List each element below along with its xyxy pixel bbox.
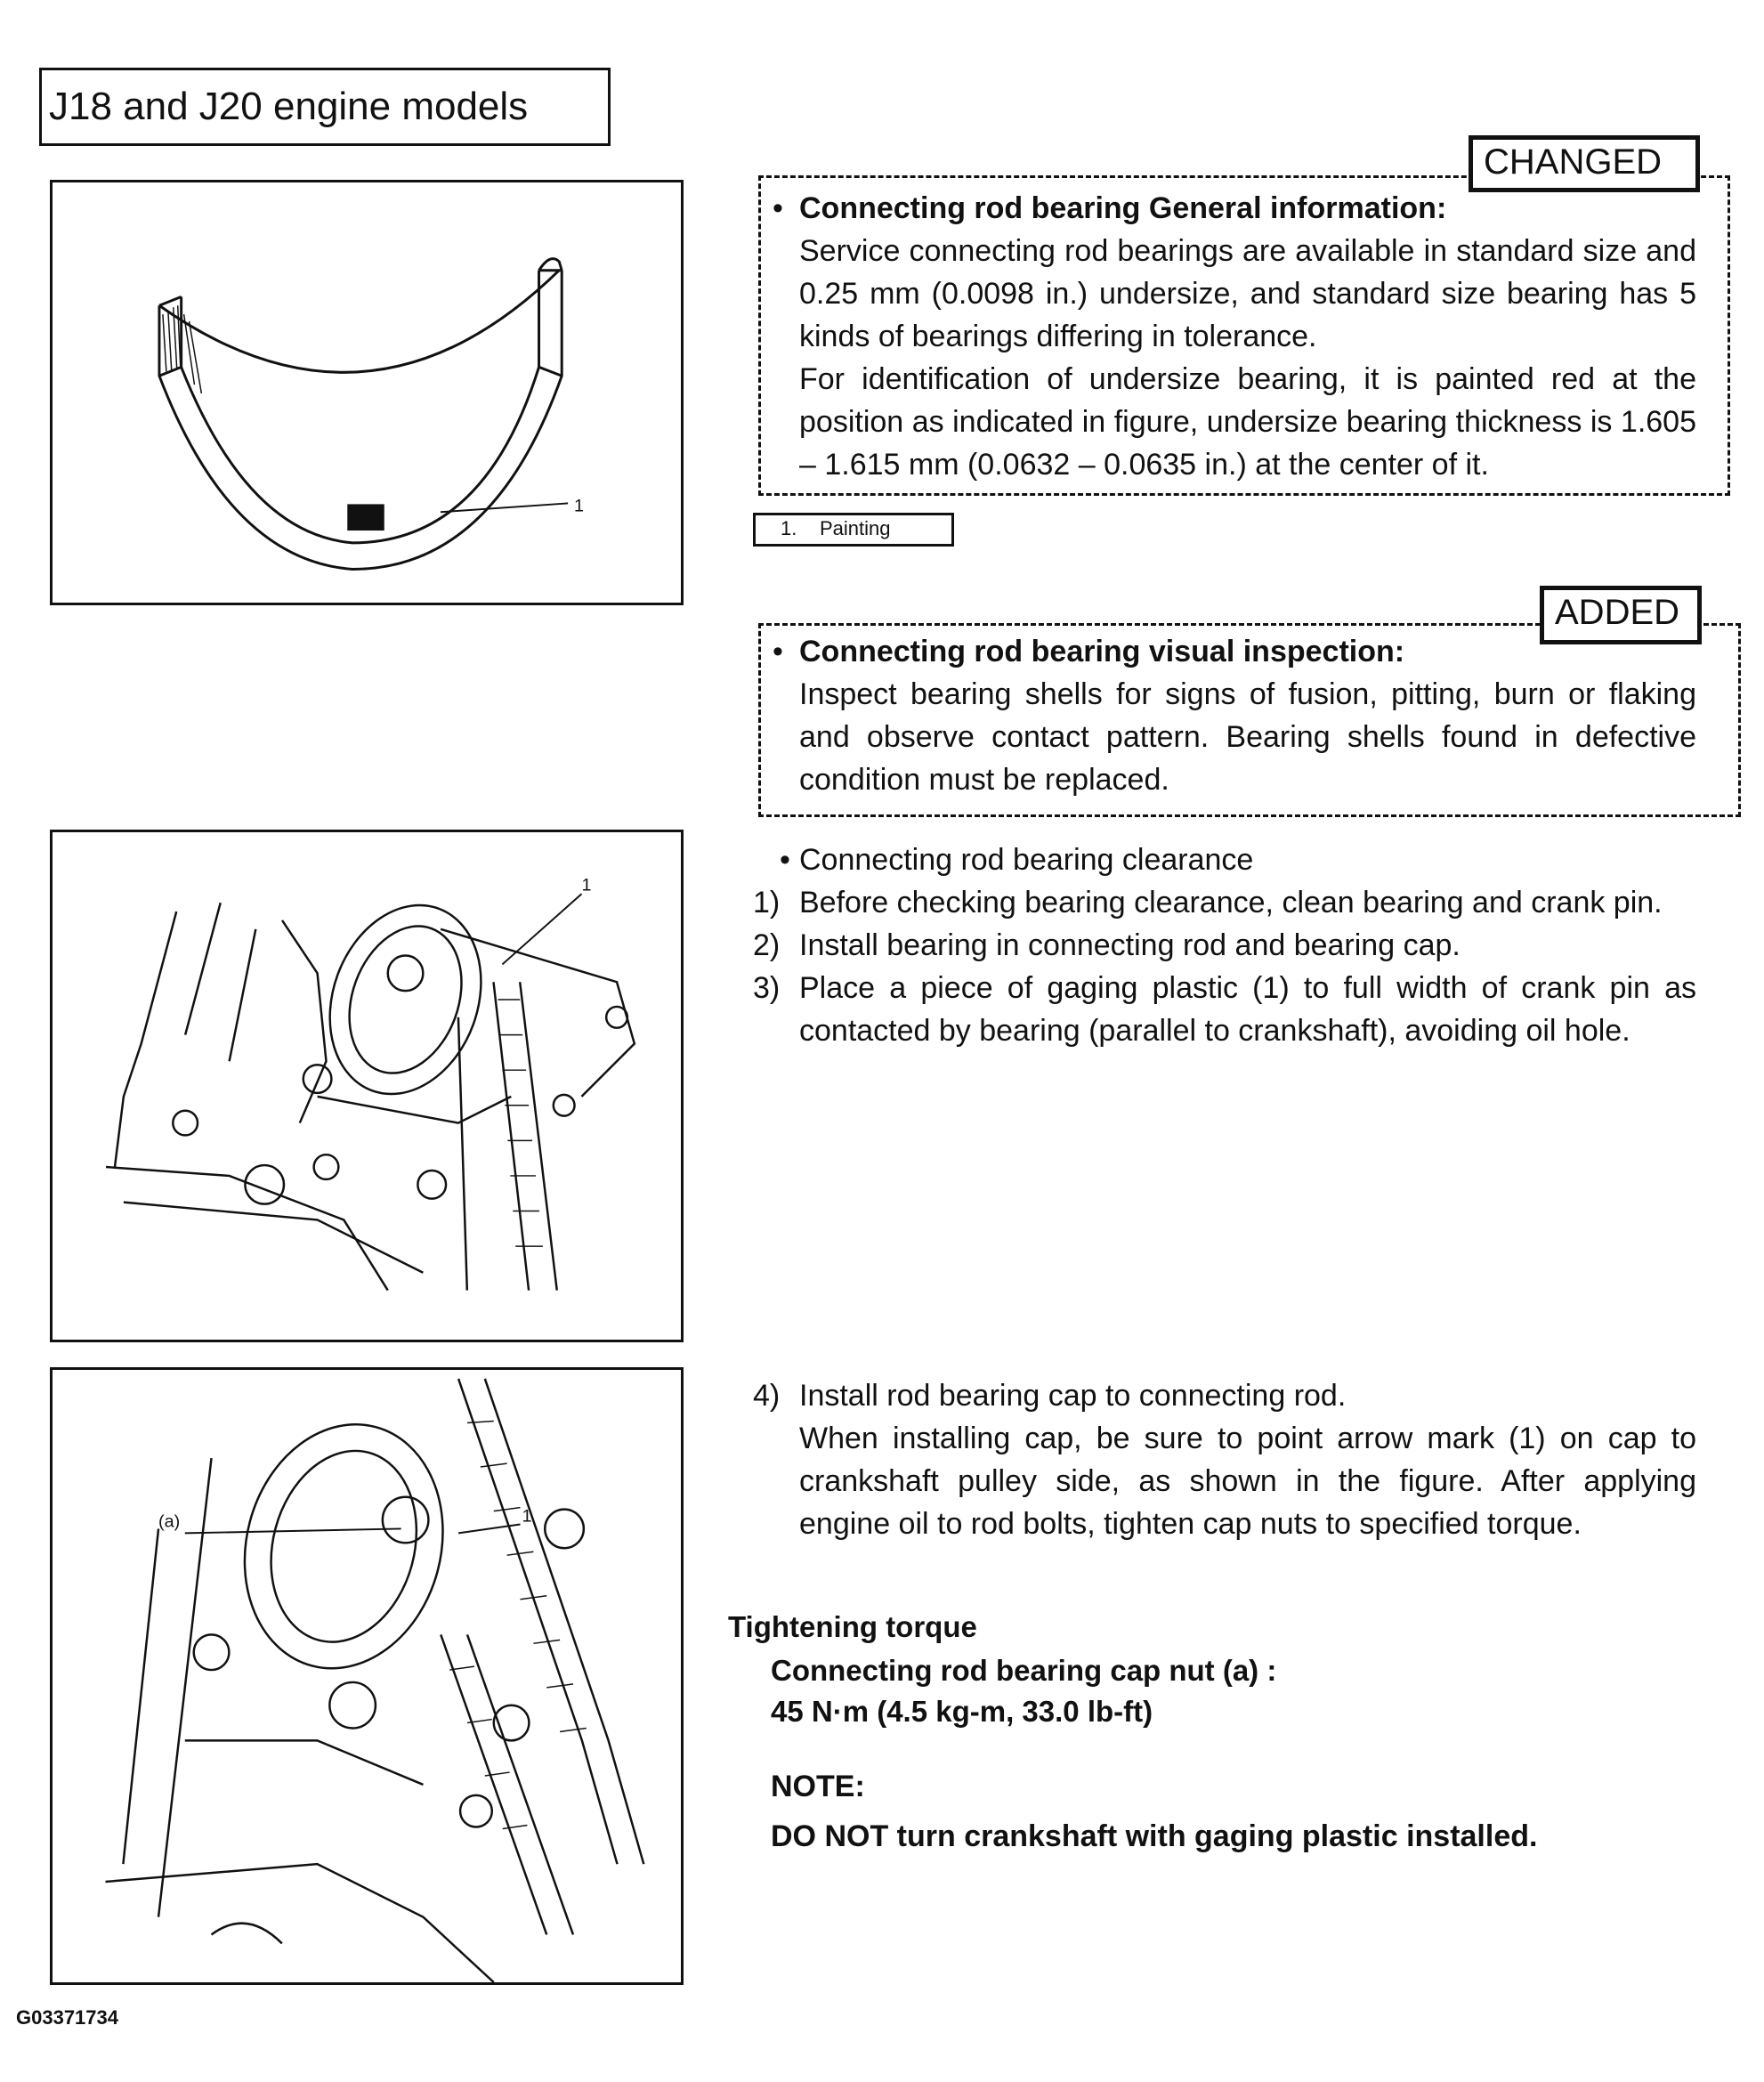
bearing-cap-illustration [53, 1370, 681, 1982]
note-heading: NOTE: [771, 1770, 865, 1803]
added-tag: ADDED [1540, 586, 1702, 644]
clearance-step [753, 924, 1696, 967]
bullet-icon: • [773, 635, 783, 668]
page-title: J18 and J20 engine models [39, 68, 611, 146]
figure-legend [753, 513, 954, 547]
clearance-step [753, 881, 1696, 924]
step-4-section [753, 1374, 1696, 1545]
clearance-section [753, 838, 1696, 1052]
callout-1: 1 [522, 1506, 532, 1527]
legend-label: Painting [820, 517, 891, 539]
crank-pin-illustration [53, 832, 681, 1340]
note-text: DO NOT turn crankshaft with gaging plastic installed. [771, 1819, 1538, 1853]
visual-inspection-section [773, 630, 1696, 801]
bearing-shell-figure [50, 180, 684, 605]
step-4-detail: When installing cap, be sure to point arrow mark (1) on cap to crankshaft pulley side, as shown in the figure. After applying engine oil to rod bolts, tighten cap nuts to specified torque. [799, 1422, 1696, 1541]
step-4-text: Install rod bearing cap to connecting rod. [799, 1379, 1347, 1413]
bullet-icon: • [780, 843, 790, 877]
bearing-shell-illustration [53, 182, 681, 603]
figure-code: G03371734 [16, 2006, 118, 2029]
step-text: Before checking bearing clearance, clean bearing and crank pin. [799, 886, 1663, 919]
torque-item: Connecting rod bearing cap nut (a) : [771, 1654, 1277, 1687]
step-text: Install bearing in connecting rod and bearing cap. [799, 928, 1461, 962]
visual-inspection-paragraph: Inspect bearing shells for signs of fusion, pitting, burn or flaking and observe contact pattern. Bearing shells found in defective condition must be replaced. [799, 677, 1696, 797]
torque-heading: Tightening torque [728, 1610, 977, 1643]
legend-number: 1. [781, 517, 797, 539]
callout-a: (a) [158, 1511, 181, 1532]
torque-value: 45 N·m (4.5 kg-m, 33.0 lb-ft) [771, 1695, 1153, 1728]
general-info-section [773, 187, 1696, 486]
visual-inspection-heading: Connecting rod bearing visual inspection: [799, 635, 1405, 668]
clearance-step [753, 967, 1696, 1052]
general-info-paragraph-2: For identification of undersize bearing, it is painted red at the position as indicated in figure, undersize bearing thickness is 1.605 – 1.615 mm (0.0632 – 0.0635 in.) at the center of it. [799, 362, 1696, 482]
step-number: 4) [753, 1379, 781, 1413]
step-text: Place a piece of gaging plastic (1) to full width of crank pin as contacted by bearing (parallel to crankshaft), avoiding oil hole. [799, 971, 1696, 1048]
step-number: 3) [753, 971, 781, 1005]
callout-1: 1 [574, 496, 585, 516]
changed-tag: CHANGED [1469, 135, 1700, 192]
general-info-heading-line [773, 187, 1696, 230]
bearing-cap-figure [50, 1367, 684, 1985]
step-number: 1) [753, 886, 781, 919]
visual-inspection-heading-line [773, 630, 1696, 673]
bullet-icon: • [773, 191, 783, 225]
callout-1: 1 [581, 875, 592, 895]
general-info-heading: Connecting rod bearing General information: [799, 191, 1447, 225]
general-info-paragraph-1: Service connecting rod bearings are available in standard size and 0.25 mm (0.0098 in.) undersize, and standard size bearing has 5 kinds of bearings differing in tolerance. [799, 234, 1696, 353]
clearance-heading: Connecting rod bearing clearance [799, 843, 1254, 877]
gaging-plastic-figure [50, 830, 684, 1342]
step-4-line [753, 1374, 1696, 1417]
step-number: 2) [753, 928, 781, 962]
clearance-heading-line [780, 838, 1696, 881]
